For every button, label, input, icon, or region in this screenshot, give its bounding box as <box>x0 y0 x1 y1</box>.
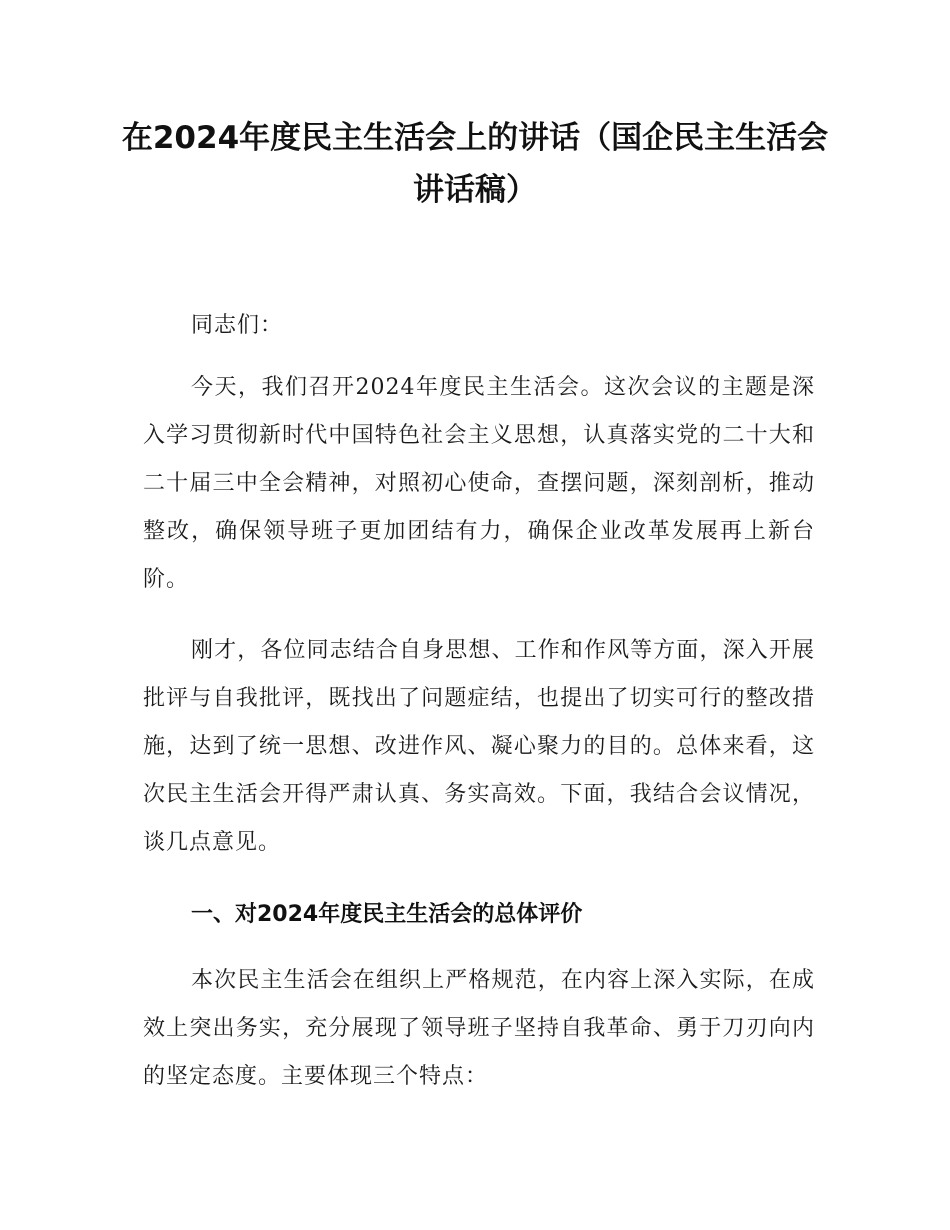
document-title: 在2024年度民主生活会上的讲话（国企民主生活会讲话稿） <box>121 120 829 208</box>
paragraph-section-intro: 本次民主生活会在组织上严格规范，在内容上深入实际，在成效上突出务实，充分展现了领导班子坚持自我革命、勇于刀刃向内的坚定态度。主要体现三个特点： <box>143 968 815 1089</box>
paragraph-opening: 今天，我们召开2024年度民主生活会。这次会议的主题是深入学习贯彻新时代中国特色社会主义思想，认真落实党的二十大和二十届三中全会精神，对照初心使命，查摆问题，深刻剖析，推动整改，确保领导班子更加团结有力，确保企业改革发展再上新台阶。 <box>143 375 815 592</box>
salutation: 同志们： <box>191 313 284 338</box>
section-heading: 一、对2024年度民主生活会的总体评价 <box>191 902 583 927</box>
paragraph-review: 刚才，各位同志结合自身思想、工作和作风等方面，深入开展批评与自我批评，既找出了问题症结，也提出了切实可行的整改措施，达到了统一思想、改进作风、凝心聚力的目的。总体来看，这次民主生活会开得严肃认真、务实高效。下面，我结合会议情况，谈几点意见。 <box>143 638 815 855</box>
